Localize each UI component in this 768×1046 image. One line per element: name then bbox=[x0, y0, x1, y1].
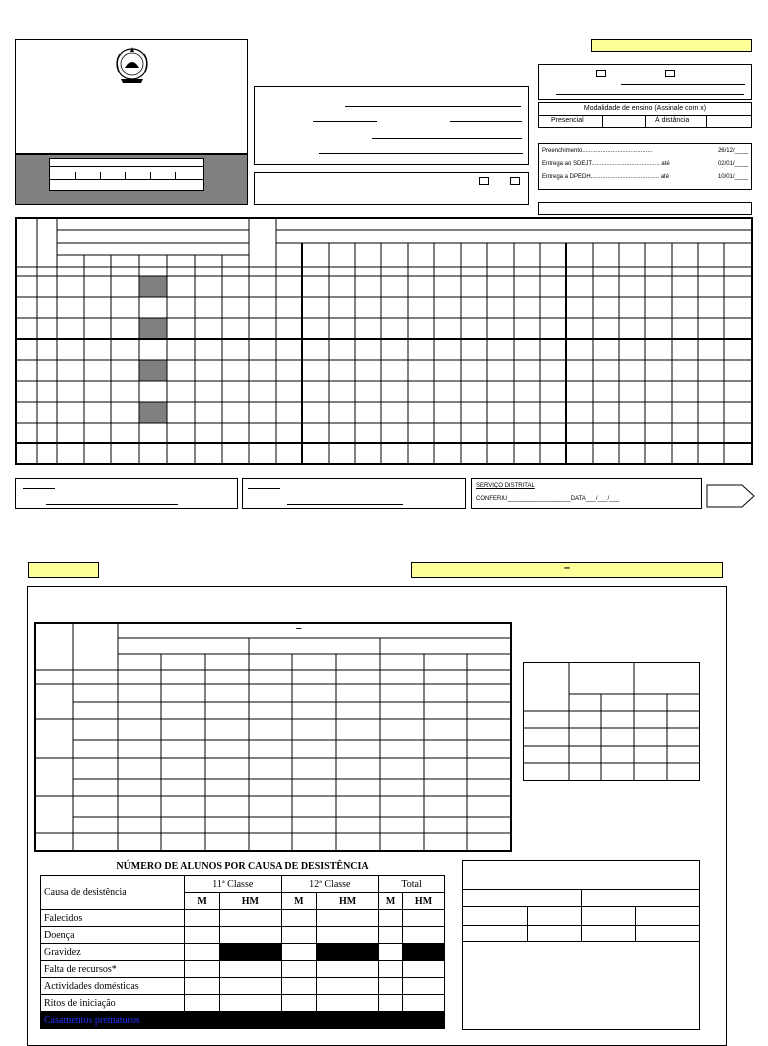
table-row bbox=[41, 978, 445, 995]
desistencia-table bbox=[40, 875, 445, 1029]
cell[interactable] bbox=[185, 927, 220, 944]
deadlines-box bbox=[538, 143, 752, 190]
summary-table-lines bbox=[524, 663, 699, 780]
enrollment-table bbox=[34, 622, 512, 852]
modalidade-box bbox=[538, 102, 752, 128]
blocked-cell bbox=[317, 944, 379, 961]
cell[interactable] bbox=[317, 910, 379, 927]
cell[interactable] bbox=[317, 995, 379, 1012]
cell[interactable] bbox=[317, 978, 379, 995]
cell[interactable] bbox=[185, 995, 220, 1012]
contact-line[interactable] bbox=[319, 153, 523, 154]
highlight-title-field[interactable] bbox=[411, 562, 723, 578]
cell[interactable] bbox=[220, 910, 281, 927]
cell[interactable] bbox=[379, 961, 403, 978]
code-box[interactable] bbox=[49, 158, 204, 191]
table-row bbox=[41, 961, 445, 978]
highlight-code-field[interactable] bbox=[591, 39, 752, 52]
highlight-left-field[interactable] bbox=[28, 562, 99, 578]
row-label: Actividades domésticas bbox=[41, 978, 185, 995]
modalidade-title: Modalidade de ensino (Assinale com x) bbox=[583, 105, 707, 112]
desistencia-title: NÚMERO DE ALUNOS POR CAUSA DE DESISTÊNCIA bbox=[116, 861, 369, 872]
row-label: Falta de recursos* bbox=[41, 961, 185, 978]
cell[interactable] bbox=[185, 944, 220, 961]
cell[interactable] bbox=[379, 995, 403, 1012]
checkbox-row-box bbox=[254, 172, 529, 205]
cell[interactable] bbox=[403, 961, 445, 978]
col-header-12: 12ª Classe bbox=[281, 876, 378, 893]
checkbox-a[interactable] bbox=[479, 177, 489, 185]
type-box bbox=[538, 64, 752, 100]
deadline-row: Entrega ao SDEJT......................................... até 02/01/____ bbox=[542, 161, 748, 167]
sub-m: M bbox=[281, 893, 317, 910]
blocked-cell bbox=[220, 944, 281, 961]
blocked-cell bbox=[403, 944, 445, 961]
cell[interactable] bbox=[281, 944, 317, 961]
signature-box-1 bbox=[15, 478, 238, 509]
school-info-box bbox=[254, 86, 529, 165]
type-checkbox-1[interactable] bbox=[596, 70, 606, 77]
cell[interactable] bbox=[379, 944, 403, 961]
table-row bbox=[41, 944, 445, 961]
modalidade-option-presencial[interactable]: Presencial bbox=[551, 117, 584, 124]
col-header-total: Total bbox=[379, 876, 445, 893]
enrollment-table-lines bbox=[36, 624, 510, 850]
code-panel bbox=[15, 154, 248, 205]
col-header-11: 11ª Classe bbox=[185, 876, 282, 893]
cell[interactable] bbox=[220, 995, 281, 1012]
sub-hm: HM bbox=[317, 893, 379, 910]
cell[interactable] bbox=[220, 978, 281, 995]
row-label-highlighted: Casamentos prematuros bbox=[41, 1012, 445, 1029]
cell[interactable] bbox=[281, 910, 317, 927]
cell[interactable] bbox=[185, 961, 220, 978]
right-blank-field[interactable] bbox=[538, 202, 752, 215]
table-row bbox=[41, 910, 445, 927]
highlight-title-dash: – bbox=[563, 562, 571, 574]
sub-m: M bbox=[185, 893, 220, 910]
row-label: Ritos de iniciação bbox=[41, 995, 185, 1012]
table-row bbox=[41, 1012, 445, 1029]
cell[interactable] bbox=[281, 978, 317, 995]
table-row bbox=[41, 927, 445, 944]
cell[interactable] bbox=[281, 995, 317, 1012]
row-label: Gravidez bbox=[41, 944, 185, 961]
cell[interactable] bbox=[403, 978, 445, 995]
province-line[interactable] bbox=[450, 121, 522, 122]
school-name-line[interactable] bbox=[345, 106, 521, 107]
checkbox-b[interactable] bbox=[510, 177, 520, 185]
cell[interactable] bbox=[220, 927, 281, 944]
staff-table bbox=[462, 860, 700, 1030]
cell[interactable] bbox=[317, 961, 379, 978]
cell[interactable] bbox=[220, 961, 281, 978]
district-line[interactable] bbox=[313, 121, 377, 122]
signature-box-2 bbox=[242, 478, 466, 509]
enrollment-table-dash: – bbox=[296, 623, 302, 634]
deadline-row: Entrega a DPEDH......................................... até 10/01/____ bbox=[542, 174, 748, 180]
cell[interactable] bbox=[185, 910, 220, 927]
summary-table bbox=[523, 662, 700, 781]
cell[interactable] bbox=[379, 910, 403, 927]
sub-hm: HM bbox=[220, 893, 281, 910]
signature-line-1[interactable] bbox=[46, 504, 178, 505]
district-service-title: SERVIÇO DISTRITAL bbox=[476, 483, 535, 489]
cell[interactable] bbox=[317, 927, 379, 944]
cell[interactable] bbox=[379, 978, 403, 995]
table-row bbox=[41, 995, 445, 1012]
row-label: Doença bbox=[41, 927, 185, 944]
cell[interactable] bbox=[379, 927, 403, 944]
emblem-box bbox=[15, 39, 248, 154]
shaded-cell bbox=[139, 402, 167, 423]
district-service-box bbox=[471, 478, 702, 509]
next-arrow-icon[interactable] bbox=[706, 484, 756, 508]
cell[interactable] bbox=[403, 910, 445, 927]
sub-m: M bbox=[379, 893, 403, 910]
shaded-cell bbox=[139, 360, 167, 381]
statistics-grid-lines bbox=[17, 219, 751, 463]
signature-line-2[interactable] bbox=[287, 504, 403, 505]
sub-hm: HM bbox=[403, 893, 445, 910]
director-line[interactable] bbox=[372, 138, 522, 139]
cell[interactable] bbox=[281, 961, 317, 978]
district-service-conferiu[interactable]: CONFERIU___________________DATA___/___/___ bbox=[476, 496, 620, 502]
cell[interactable] bbox=[403, 995, 445, 1012]
type-checkbox-2[interactable] bbox=[665, 70, 675, 77]
shaded-cell bbox=[139, 318, 167, 339]
cell[interactable] bbox=[185, 978, 220, 995]
cell[interactable] bbox=[403, 927, 445, 944]
national-emblem-icon bbox=[111, 42, 153, 86]
shaded-cell bbox=[139, 276, 167, 297]
row-label: Falecidos bbox=[41, 910, 185, 927]
modalidade-option-distancia[interactable]: À distância bbox=[655, 117, 690, 124]
cell[interactable] bbox=[281, 927, 317, 944]
deadline-row: Preenchimento.......................................... 26/12/____ bbox=[542, 148, 748, 154]
statistics-grid bbox=[15, 217, 753, 465]
col-header-causa: Causa de desistência bbox=[41, 876, 185, 910]
